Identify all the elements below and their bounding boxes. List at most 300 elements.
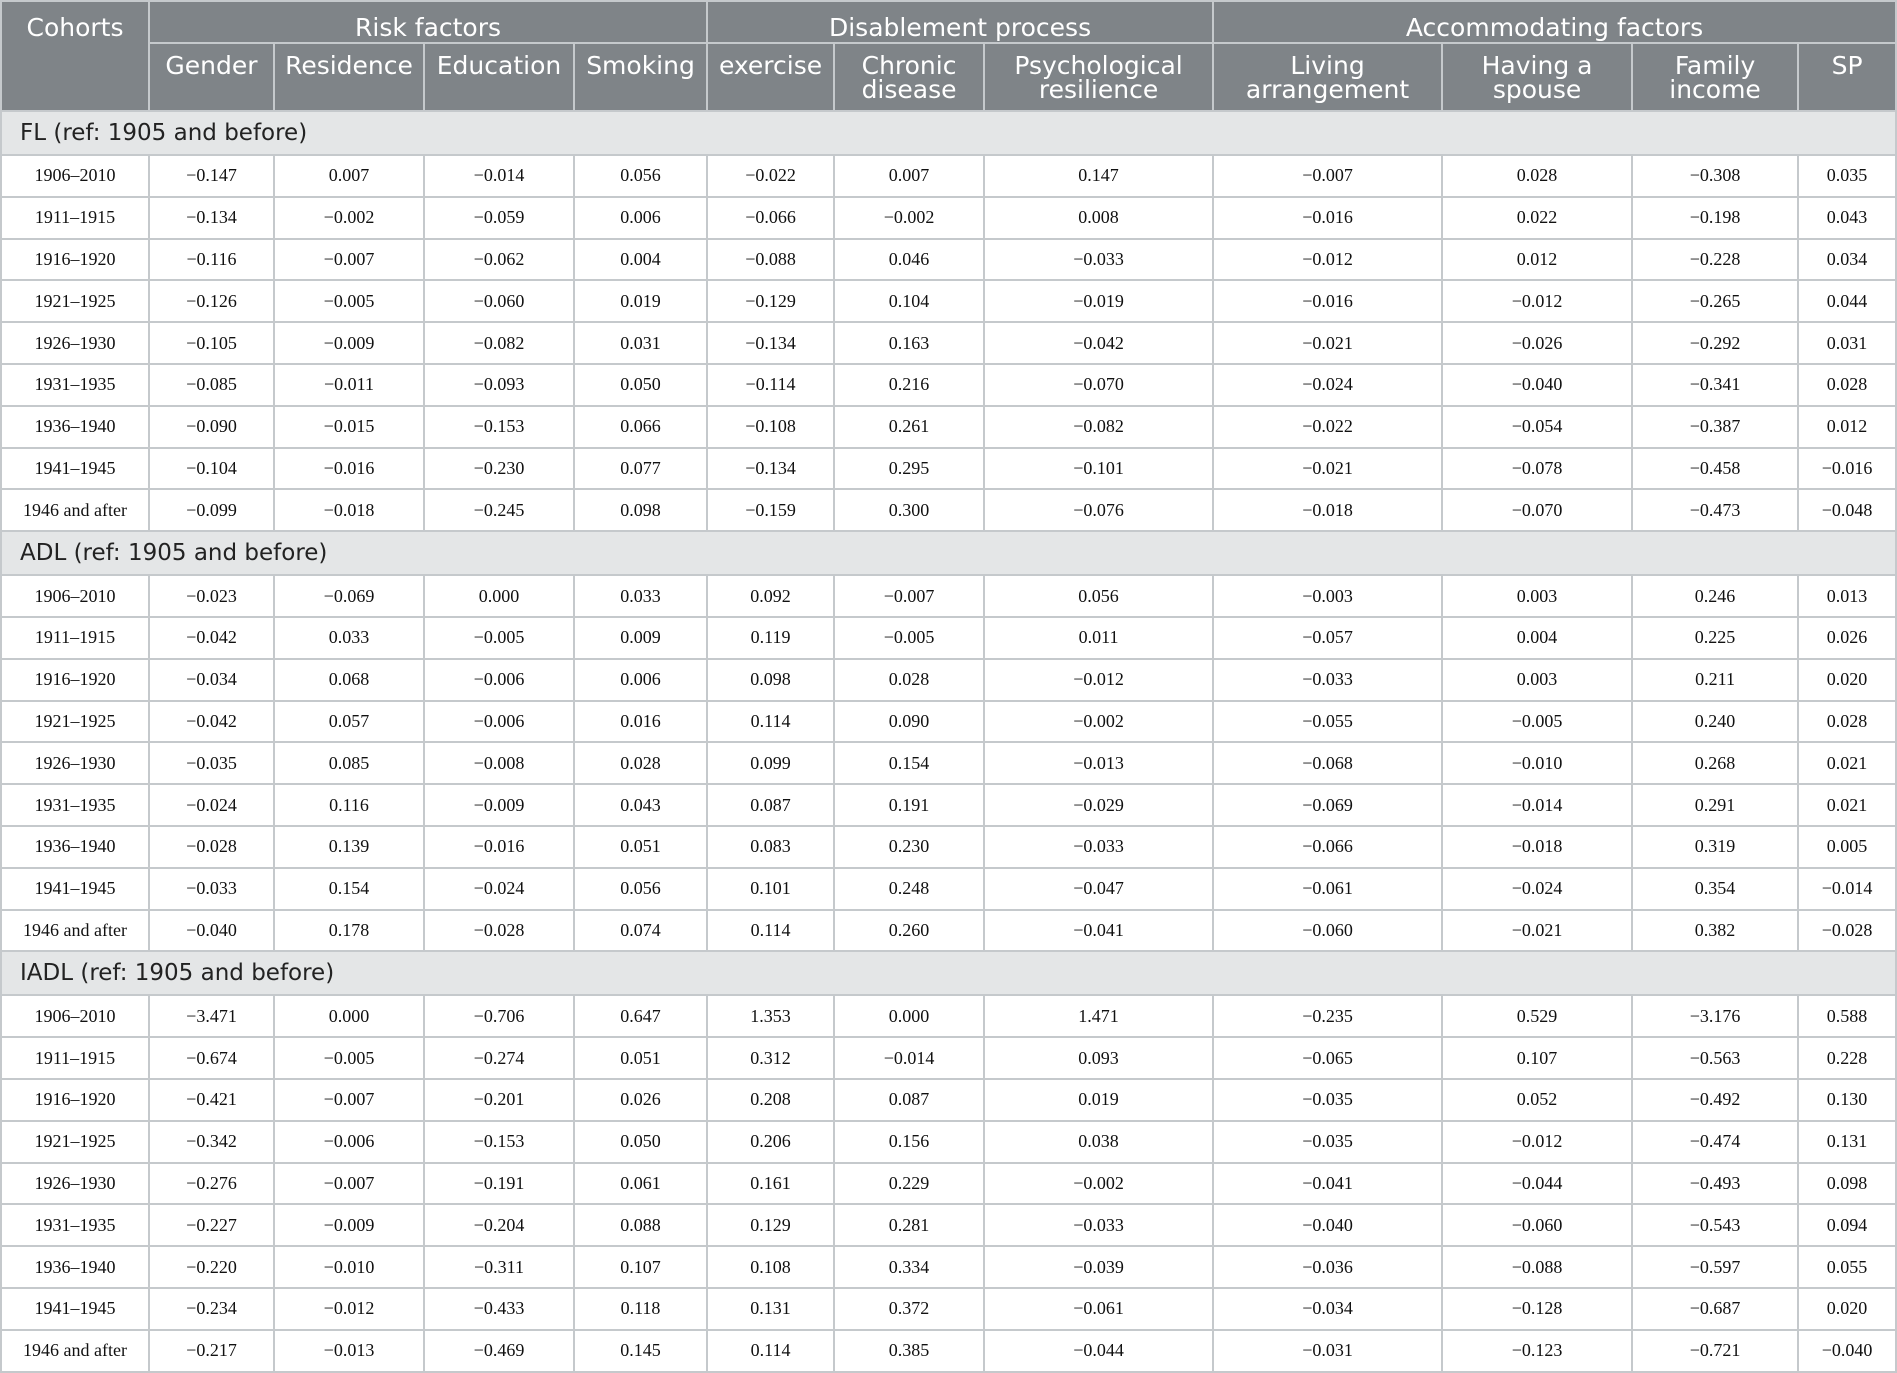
value-cell: −0.018 [1213,489,1442,531]
value-cell: −0.128 [1442,1288,1632,1330]
value-cell: −0.469 [424,1330,574,1372]
value-cell: 0.090 [834,701,984,743]
value-cell: 0.056 [984,575,1213,617]
value-cell: 0.033 [274,617,424,659]
value-cell: 0.043 [1798,197,1896,239]
value-cell: −0.159 [707,489,834,531]
value-cell: −0.245 [424,489,574,531]
value-cell: 0.248 [834,868,984,910]
value-cell: 0.094 [1798,1204,1896,1246]
value-cell: 0.011 [984,617,1213,659]
table-row [1,364,1896,406]
table-header [1,1,1896,111]
value-cell: 0.019 [984,1079,1213,1121]
value-cell: −0.024 [1442,868,1632,910]
value-cell: 0.003 [1442,575,1632,617]
value-cell: −0.311 [424,1246,574,1288]
value-cell: −0.005 [274,1037,424,1079]
value-cell: −0.147 [149,155,274,197]
value-cell: −0.474 [1632,1121,1798,1163]
value-cell: −0.005 [834,617,984,659]
value-cell: −0.010 [1442,742,1632,784]
value-cell: −0.674 [149,1037,274,1079]
value-cell: −0.721 [1632,1330,1798,1372]
table-row [1,1246,1896,1288]
cohort-cell: 1936–1940 [1,826,149,868]
value-cell: 0.129 [707,1204,834,1246]
value-cell: 0.019 [574,280,707,322]
value-cell: 0.191 [834,784,984,826]
value-cell: −0.070 [1442,489,1632,531]
value-cell: −0.129 [707,280,834,322]
value-cell: −0.012 [1442,280,1632,322]
value-cell: −0.082 [424,322,574,364]
value-cell: 0.046 [834,239,984,281]
value-cell: −0.108 [707,406,834,448]
table-row [1,197,1896,239]
value-cell: 0.104 [834,280,984,322]
value-cell: −0.006 [424,659,574,701]
value-cell: −0.042 [984,322,1213,364]
value-cell: −0.011 [274,364,424,406]
value-cell: −0.060 [424,280,574,322]
value-cell: −0.065 [1213,1037,1442,1079]
column-header-residence: Residence [274,43,424,111]
value-cell: −0.007 [274,239,424,281]
value-cell: −0.016 [424,826,574,868]
cohort-cell: 1906–2010 [1,575,149,617]
value-cell: −0.022 [1213,406,1442,448]
value-cell: −0.034 [1213,1288,1442,1330]
value-cell: 0.107 [1442,1037,1632,1079]
value-cell: −0.228 [1632,239,1798,281]
cohort-cell: 1941–1945 [1,1288,149,1330]
value-cell: 0.013 [1798,575,1896,617]
value-cell: −0.012 [1442,1121,1632,1163]
value-cell: 0.107 [574,1246,707,1288]
column-header-psychological-resilience: Psychological resilience [984,43,1213,111]
table-row [1,1288,1896,1330]
value-cell: 0.246 [1632,575,1798,617]
table-row [1,1163,1896,1205]
section-row [1,111,1896,155]
value-cell: 0.028 [1442,155,1632,197]
value-cell: 0.000 [424,575,574,617]
value-cell: −0.563 [1632,1037,1798,1079]
cohort-cell: 1936–1940 [1,1246,149,1288]
value-cell: −0.029 [984,784,1213,826]
value-cell: −0.012 [984,659,1213,701]
value-cell: 0.116 [274,784,424,826]
value-cell: −0.033 [149,868,274,910]
cohort-cell: 1921–1925 [1,1121,149,1163]
value-cell: −0.458 [1632,448,1798,490]
value-cell: 0.114 [707,1330,834,1372]
value-cell: −0.007 [274,1079,424,1121]
cohort-cell: 1916–1920 [1,659,149,701]
value-cell: −0.007 [834,575,984,617]
value-cell: 0.044 [1798,280,1896,322]
cohort-cell: 1916–1920 [1,1079,149,1121]
value-cell: 0.145 [574,1330,707,1372]
table-row [1,322,1896,364]
value-cell: −0.044 [984,1330,1213,1372]
value-cell: −0.009 [274,322,424,364]
value-cell: −0.085 [149,364,274,406]
value-cell: −0.035 [1213,1121,1442,1163]
value-cell: −0.078 [1442,448,1632,490]
value-cell: −0.007 [1213,155,1442,197]
value-cell: −0.066 [707,197,834,239]
value-cell: 0.382 [1632,910,1798,952]
value-cell: −0.134 [707,322,834,364]
table-row [1,1037,1896,1079]
value-cell: 0.012 [1442,239,1632,281]
value-cell: −0.153 [424,406,574,448]
value-cell: −0.123 [1442,1330,1632,1372]
table-row [1,1330,1896,1372]
value-cell: 0.003 [1442,659,1632,701]
value-cell: 0.291 [1632,784,1798,826]
column-header-family-income: Family income [1632,43,1798,111]
value-cell: −0.018 [274,489,424,531]
cohort-cell: 1941–1945 [1,448,149,490]
value-cell: 0.260 [834,910,984,952]
value-cell: −0.061 [984,1288,1213,1330]
value-cell: −0.016 [1213,280,1442,322]
section-title: ADL (ref: 1905 and before) [1,531,1896,575]
value-cell: 0.529 [1442,995,1632,1037]
value-cell: −0.234 [149,1288,274,1330]
value-cell: 0.281 [834,1204,984,1246]
value-cell: −0.055 [1213,701,1442,743]
value-cell: −0.007 [274,1163,424,1205]
value-cell: 0.098 [574,489,707,531]
value-cell: −0.274 [424,1037,574,1079]
value-cell: 0.016 [574,701,707,743]
value-cell: −0.057 [1213,617,1442,659]
cohort-cell: 1931–1935 [1,1204,149,1246]
value-cell: −0.134 [707,448,834,490]
value-cell: 0.131 [1798,1121,1896,1163]
value-cell: −0.706 [424,995,574,1037]
value-cell: 0.261 [834,406,984,448]
value-cell: −0.230 [424,448,574,490]
column-header-education: Education [424,43,574,111]
value-cell: 0.021 [1798,784,1896,826]
value-cell: −0.265 [1632,280,1798,322]
value-cell: −0.597 [1632,1246,1798,1288]
value-cell: 0.077 [574,448,707,490]
value-cell: 1.471 [984,995,1213,1037]
value-cell: −0.492 [1632,1079,1798,1121]
value-cell: 0.178 [274,910,424,952]
value-cell: −0.031 [1213,1330,1442,1372]
table-row [1,1121,1896,1163]
value-cell: −0.014 [1798,868,1896,910]
value-cell: −0.042 [149,701,274,743]
value-cell: −0.126 [149,280,274,322]
table-row [1,784,1896,826]
value-cell: 0.087 [707,784,834,826]
value-cell: −0.201 [424,1079,574,1121]
value-cell: −0.276 [149,1163,274,1205]
value-cell: 0.006 [574,659,707,701]
value-cell: 0.225 [1632,617,1798,659]
value-cell: 0.098 [707,659,834,701]
value-cell: −0.104 [149,448,274,490]
value-cell: 0.056 [574,155,707,197]
value-cell: −0.003 [1213,575,1442,617]
value-cell: −0.035 [1213,1079,1442,1121]
value-cell: 0.588 [1798,995,1896,1037]
value-cell: −0.021 [1213,322,1442,364]
value-cell: −0.013 [274,1330,424,1372]
value-cell: −0.099 [149,489,274,531]
value-cell: 0.372 [834,1288,984,1330]
value-cell: 0.088 [574,1204,707,1246]
value-cell: −0.026 [1442,322,1632,364]
value-cell: 0.000 [274,995,424,1037]
value-cell: −0.040 [149,910,274,952]
value-cell: 0.319 [1632,826,1798,868]
value-cell: −0.002 [834,197,984,239]
value-cell: −0.006 [424,701,574,743]
value-cell: 0.083 [707,826,834,868]
column-header-having-a-spouse: Having a spouse [1442,43,1632,111]
value-cell: −0.005 [1442,701,1632,743]
value-cell: 0.099 [707,742,834,784]
value-cell: −0.028 [1798,910,1896,952]
value-cell: −0.044 [1442,1163,1632,1205]
value-cell: −0.062 [424,239,574,281]
value-cell: 0.035 [1798,155,1896,197]
table-row [1,489,1896,531]
value-cell: −0.070 [984,364,1213,406]
value-cell: 0.163 [834,322,984,364]
value-cell: −0.493 [1632,1163,1798,1205]
section-title: IADL (ref: 1905 and before) [1,951,1896,995]
value-cell: −0.009 [274,1204,424,1246]
value-cell: 0.108 [707,1246,834,1288]
value-cell: 0.647 [574,995,707,1037]
value-cell: 0.240 [1632,701,1798,743]
value-cell: 0.022 [1442,197,1632,239]
value-cell: −0.015 [274,406,424,448]
cohort-cell: 1926–1930 [1,742,149,784]
value-cell: −3.176 [1632,995,1798,1037]
value-cell: −0.687 [1632,1288,1798,1330]
column-header-chronic-disease: Chronic disease [834,43,984,111]
value-cell: −0.016 [1213,197,1442,239]
value-cell: 0.334 [834,1246,984,1288]
value-cell: 0.006 [574,197,707,239]
value-cell: −0.010 [274,1246,424,1288]
value-cell: −0.034 [149,659,274,701]
value-cell: 0.031 [1798,322,1896,364]
group-header-accommodating-factors: Accommodating factors [1213,1,1896,43]
value-cell: 0.300 [834,489,984,531]
value-cell: −0.421 [149,1079,274,1121]
value-cell: 0.043 [574,784,707,826]
value-cell: 0.074 [574,910,707,952]
cohort-cell: 1926–1930 [1,1163,149,1205]
value-cell: 0.154 [834,742,984,784]
cohort-cell: 1926–1930 [1,322,149,364]
value-cell: −0.068 [1213,742,1442,784]
value-cell: 0.056 [574,868,707,910]
value-cell: −0.016 [274,448,424,490]
value-cell: −0.018 [1442,826,1632,868]
column-header-sp: SP [1798,43,1896,111]
value-cell: 0.061 [574,1163,707,1205]
value-cell: 0.050 [574,1121,707,1163]
cohort-cell: 1931–1935 [1,784,149,826]
value-cell: −0.012 [274,1288,424,1330]
value-cell: −0.040 [1213,1204,1442,1246]
value-cell: 0.312 [707,1037,834,1079]
cohort-cell: 1911–1915 [1,1037,149,1079]
table-row [1,995,1896,1037]
value-cell: −0.014 [834,1037,984,1079]
value-cell: −0.101 [984,448,1213,490]
value-cell: −0.019 [984,280,1213,322]
value-cell: 0.085 [274,742,424,784]
value-cell: −0.066 [1213,826,1442,868]
value-cell: 0.161 [707,1163,834,1205]
cohort-cell: 1921–1925 [1,701,149,743]
value-cell: −0.543 [1632,1204,1798,1246]
value-cell: −0.033 [984,826,1213,868]
value-cell: 0.093 [984,1037,1213,1079]
value-cell: 0.007 [274,155,424,197]
value-cell: −0.033 [984,1204,1213,1246]
value-cell: 0.147 [984,155,1213,197]
value-cell: −0.217 [149,1330,274,1372]
value-cell: −0.005 [424,617,574,659]
cohort-cell: 1936–1940 [1,406,149,448]
value-cell: 0.005 [1798,826,1896,868]
value-cell: −0.048 [1798,489,1896,531]
value-cell: −0.009 [424,784,574,826]
value-cell: −0.022 [707,155,834,197]
value-cell: −0.090 [149,406,274,448]
table-row [1,701,1896,743]
value-cell: 0.028 [574,742,707,784]
value-cell: −0.036 [1213,1246,1442,1288]
value-cell: 0.131 [707,1288,834,1330]
value-cell: 0.031 [574,322,707,364]
value-cell: −0.028 [424,910,574,952]
value-cell: −0.040 [1442,364,1632,406]
value-cell: 0.026 [574,1079,707,1121]
column-header-smoking: Smoking [574,43,707,111]
value-cell: −0.093 [424,364,574,406]
cohort-cell: 1916–1920 [1,239,149,281]
value-cell: −0.116 [149,239,274,281]
table-row [1,280,1896,322]
value-cell: 0.021 [1798,742,1896,784]
value-cell: −0.308 [1632,155,1798,197]
table-row [1,617,1896,659]
value-cell: 0.354 [1632,868,1798,910]
value-cell: 0.228 [1798,1037,1896,1079]
value-cell: −0.235 [1213,995,1442,1037]
table-row [1,910,1896,952]
value-cell: −0.088 [707,239,834,281]
cohort-cell: 1931–1935 [1,364,149,406]
value-cell: 0.051 [574,1037,707,1079]
value-cell: −0.134 [149,197,274,239]
value-cell: 0.055 [1798,1246,1896,1288]
value-cell: 0.216 [834,364,984,406]
value-cell: −0.191 [424,1163,574,1205]
value-cell: −0.013 [984,742,1213,784]
table-row [1,742,1896,784]
cohort-cell: 1941–1945 [1,868,149,910]
value-cell: −0.014 [424,155,574,197]
value-cell: −0.153 [424,1121,574,1163]
value-cell: 0.050 [574,364,707,406]
value-cell: −0.198 [1632,197,1798,239]
table-row [1,826,1896,868]
column-header-gender: Gender [149,43,274,111]
value-cell: 0.008 [984,197,1213,239]
value-cell: 0.034 [1798,239,1896,281]
value-cell: 0.211 [1632,659,1798,701]
value-cell: 0.154 [274,868,424,910]
value-cell: −0.033 [1213,659,1442,701]
table-row [1,868,1896,910]
value-cell: −0.002 [984,1163,1213,1205]
value-cell: 0.028 [1798,701,1896,743]
value-cell: 0.139 [274,826,424,868]
value-cell: 0.051 [574,826,707,868]
value-cell: −0.024 [1213,364,1442,406]
value-cell: −0.069 [1213,784,1442,826]
table-row [1,1079,1896,1121]
column-header-living-arrangement: Living arrangement [1213,43,1442,111]
value-cell: 0.119 [707,617,834,659]
value-cell: −0.002 [984,701,1213,743]
value-cell: −0.227 [149,1204,274,1246]
value-cell: −0.002 [274,197,424,239]
cohort-cell: 1946 and after [1,489,149,531]
cohort-cell: 1906–2010 [1,155,149,197]
value-cell: 0.101 [707,868,834,910]
section-title: FL (ref: 1905 and before) [1,111,1896,155]
value-cell: 0.026 [1798,617,1896,659]
column-header-exercise: exercise [707,43,834,111]
value-cell: −0.204 [424,1204,574,1246]
value-cell: −0.047 [984,868,1213,910]
value-cell: −0.069 [274,575,424,617]
table-row [1,575,1896,617]
value-cell: 0.385 [834,1330,984,1372]
value-cell: 0.066 [574,406,707,448]
value-cell: −0.035 [149,742,274,784]
value-cell: 0.098 [1798,1163,1896,1205]
value-cell: 0.092 [707,575,834,617]
value-cell: 0.295 [834,448,984,490]
value-cell: −0.033 [984,239,1213,281]
value-cell: −0.008 [424,742,574,784]
value-cell: −0.433 [424,1288,574,1330]
cohort-cell: 1906–2010 [1,995,149,1037]
cohort-cell: 1911–1915 [1,617,149,659]
value-cell: −0.040 [1798,1330,1896,1372]
value-cell: 0.052 [1442,1079,1632,1121]
